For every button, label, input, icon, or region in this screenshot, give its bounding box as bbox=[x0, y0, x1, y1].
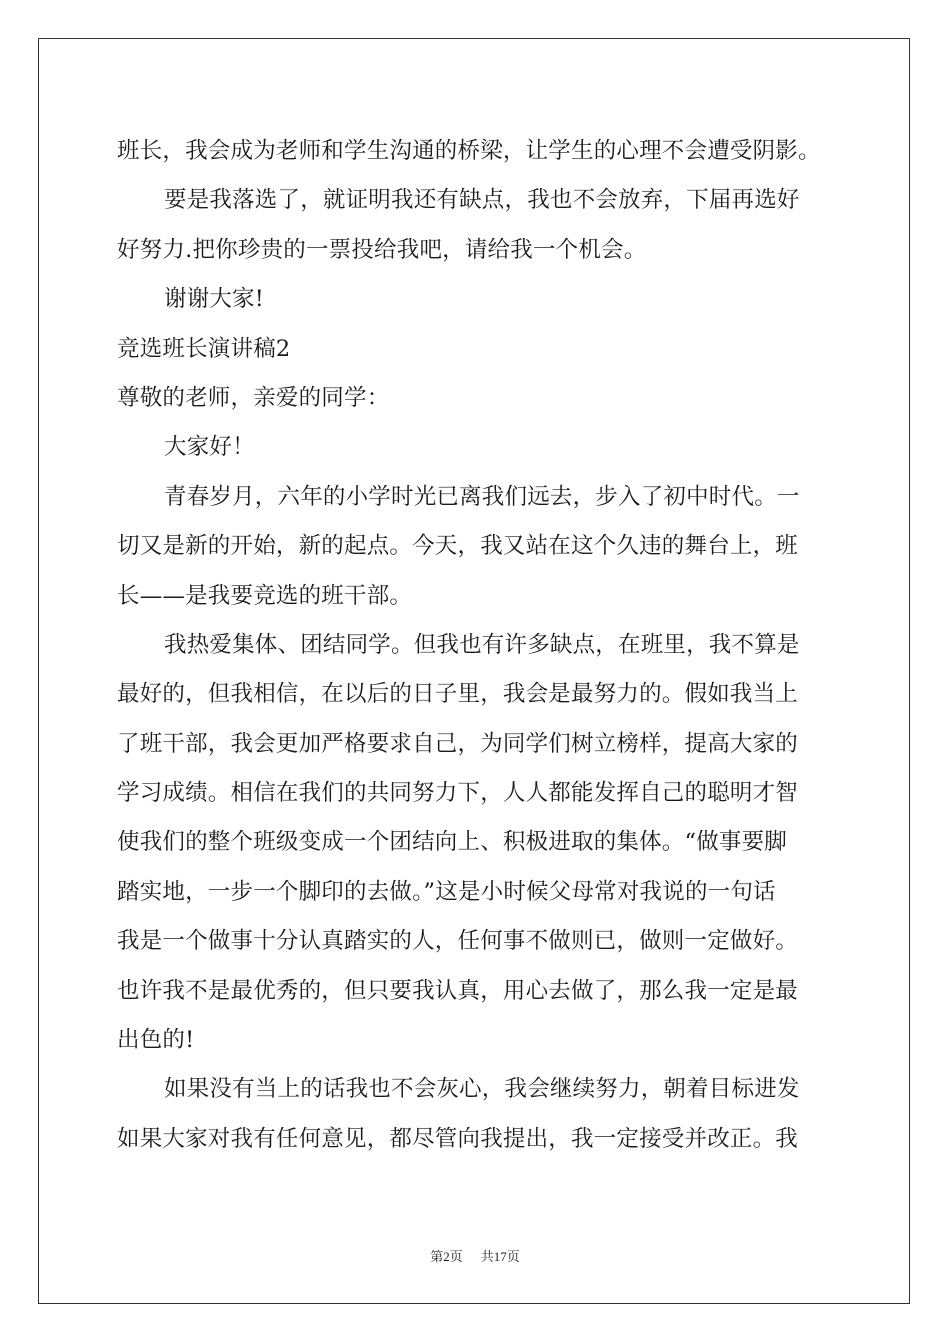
body-line: 如果没有当上的话我也不会灰心，我会继续努力，朝着目标进发 bbox=[164, 1076, 800, 1103]
page-number: 第2页 bbox=[430, 1249, 463, 1264]
body-line: 学习成绩。相信在我们的共同努力下，人人都能发挥自己的聪明才智 bbox=[117, 780, 799, 807]
body-line: 踏实地，一步一个脚印的去做。”这是小时候父母常对我说的一句话 bbox=[117, 878, 776, 905]
body-line: 我热爱集体、团结同学。但我也有许多缺点，在班里，我不算是 bbox=[164, 631, 800, 658]
body-line: 青春岁月，六年的小学时光已离我们远去，步入了初中时代。一 bbox=[164, 483, 800, 510]
greeting: 大家好！ bbox=[164, 434, 255, 461]
section-title: 竞选班长演讲稿2 bbox=[117, 335, 291, 362]
body-line: 班长，我会成为老师和学生沟通的桥梁，让学生的心理不会遭受阴影。 bbox=[117, 138, 821, 164]
body-line: 最好的，但我相信，在以后的日子里，我会是最努力的。假如我当上 bbox=[117, 681, 799, 708]
body-line: 出色的! bbox=[117, 1027, 195, 1054]
body-line: 好努力.把你珍贵的一票投给我吧，请给我一个机会。 bbox=[117, 236, 647, 263]
page-total: 共17页 bbox=[480, 1249, 520, 1264]
body-line: 长——是我要竞选的班干部。 bbox=[117, 582, 413, 609]
closing-line: 谢谢大家! bbox=[164, 286, 265, 313]
salutation: 尊敬的老师，亲爱的同学： bbox=[117, 384, 390, 411]
body-line: 我是一个做事十分认真踏实的人，任何事不做则已，做则一定做好。 bbox=[117, 928, 799, 955]
body-line: 要是我落选了，就证明我还有缺点，我也不会放弃，下届再选好 bbox=[164, 187, 800, 214]
body-line: 如果大家对我有任何意见，都尽管向我提出，我一定接受并改正。我 bbox=[117, 1125, 799, 1152]
body-line: 也许我不是最优秀的，但只要我认真，用心去做了，那么我一定是最 bbox=[117, 977, 799, 1004]
page-footer bbox=[0, 1246, 950, 1265]
body-line: 切又是新的开始，新的起点。今天，我又站在这个久违的舞台上，班 bbox=[117, 533, 799, 560]
document-body bbox=[117, 127, 837, 1164]
body-line: 使我们的整个班级变成一个团结向上、积极进取的集体。“做事要脚 bbox=[117, 829, 788, 856]
body-line: 了班干部，我会更加严格要求自己，为同学们树立榜样，提高大家的 bbox=[117, 730, 799, 757]
